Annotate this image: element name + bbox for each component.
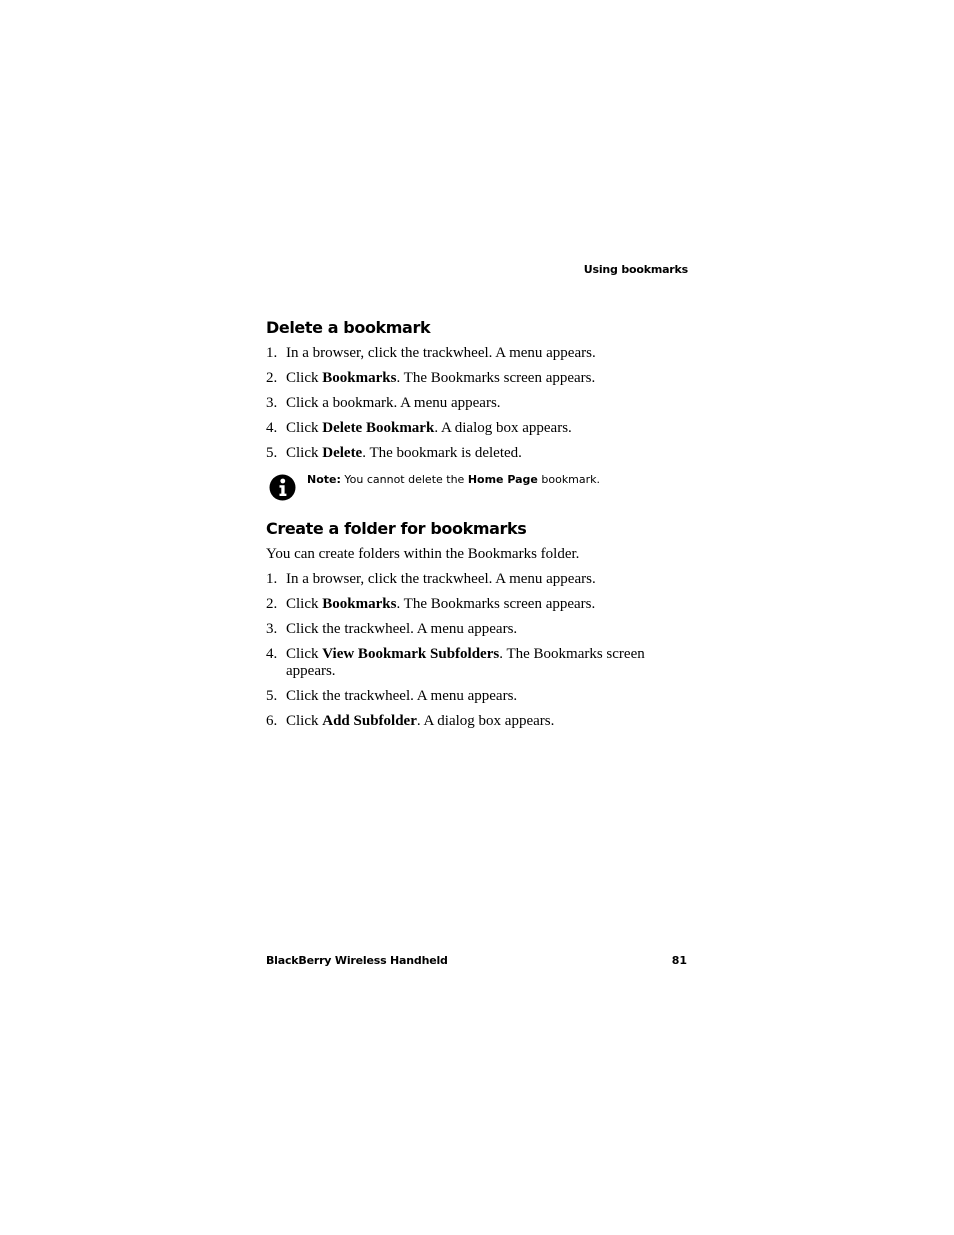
step-text: Click — [286, 420, 323, 436]
step-text: In a browser, click the trackwheel. A menu appears. — [286, 345, 596, 361]
step-number: 3. — [266, 395, 278, 411]
section-title-create-folder: Create a folder for bookmarks — [266, 519, 527, 538]
step-number: 2. — [266, 370, 278, 386]
step-text: Click — [286, 646, 323, 662]
step-text-after: . The Bookmarks screen — [499, 646, 645, 662]
step-text: In a browser, click the trackwheel. A menu appears. — [286, 571, 596, 587]
page-number: 81 — [671, 954, 687, 967]
section-intro: You can create folders within the Bookmarks folder. — [266, 546, 580, 562]
step-bold: View Bookmark Subfolders — [322, 646, 500, 662]
list-item — [266, 370, 666, 387]
step-number: 2. — [266, 596, 278, 612]
note-text — [307, 473, 600, 486]
step-text: Click the trackwheel. A menu appears. — [286, 688, 518, 704]
step-number: 4. — [266, 646, 278, 662]
step-bold: Add Subfolder — [322, 713, 417, 729]
step-number: 1. — [266, 571, 278, 587]
step-number: 4. — [266, 420, 278, 436]
note-box — [269, 473, 689, 503]
step-text: Click — [286, 713, 323, 729]
note-bold: Home Page — [467, 473, 538, 486]
step-text: Click — [286, 445, 323, 461]
step-text-after: . A dialog box appears. — [416, 713, 555, 729]
step-number: 6. — [266, 713, 278, 729]
note-label: Note: — [307, 473, 341, 486]
list-item — [266, 420, 666, 437]
footer-title: BlackBerry Wireless Handheld — [266, 954, 448, 967]
step-bold: Delete — [322, 445, 363, 461]
step-text: Click — [286, 596, 323, 612]
step-text-after: . The Bookmarks screen appears. — [396, 370, 596, 386]
step-text-after: . The bookmark is deleted. — [362, 445, 522, 461]
step-text-after: . A dialog box appears. — [434, 420, 572, 436]
step-bold: Delete Bookmark — [322, 420, 435, 436]
note-body-after: bookmark. — [537, 473, 601, 486]
step-text-after: . The Bookmarks screen appears. — [396, 596, 596, 612]
list-item — [266, 596, 666, 613]
list-item — [266, 646, 666, 680]
list-item — [266, 688, 666, 705]
step-text: Click the trackwheel. A menu appears. — [286, 621, 518, 637]
section-title-delete-bookmark: Delete a bookmark — [266, 318, 431, 337]
step-bold: Bookmarks — [322, 596, 397, 612]
list-item — [266, 345, 666, 362]
step-continuation: appears. — [286, 663, 336, 679]
step-number: 3. — [266, 621, 278, 637]
running-header: Using bookmarks — [583, 263, 688, 276]
list-item — [266, 621, 666, 638]
list-item — [266, 445, 666, 462]
note-body: You cannot delete the — [340, 473, 468, 486]
step-text: Click — [286, 370, 323, 386]
list-item — [266, 395, 666, 412]
info-icon — [269, 474, 296, 501]
step-number: 5. — [266, 688, 278, 704]
step-text: Click a bookmark. A menu appears. — [286, 395, 501, 411]
step-number: 5. — [266, 445, 278, 461]
step-bold: Bookmarks — [322, 370, 397, 386]
step-number: 1. — [266, 345, 278, 361]
list-item — [266, 571, 666, 588]
list-item — [266, 713, 666, 730]
